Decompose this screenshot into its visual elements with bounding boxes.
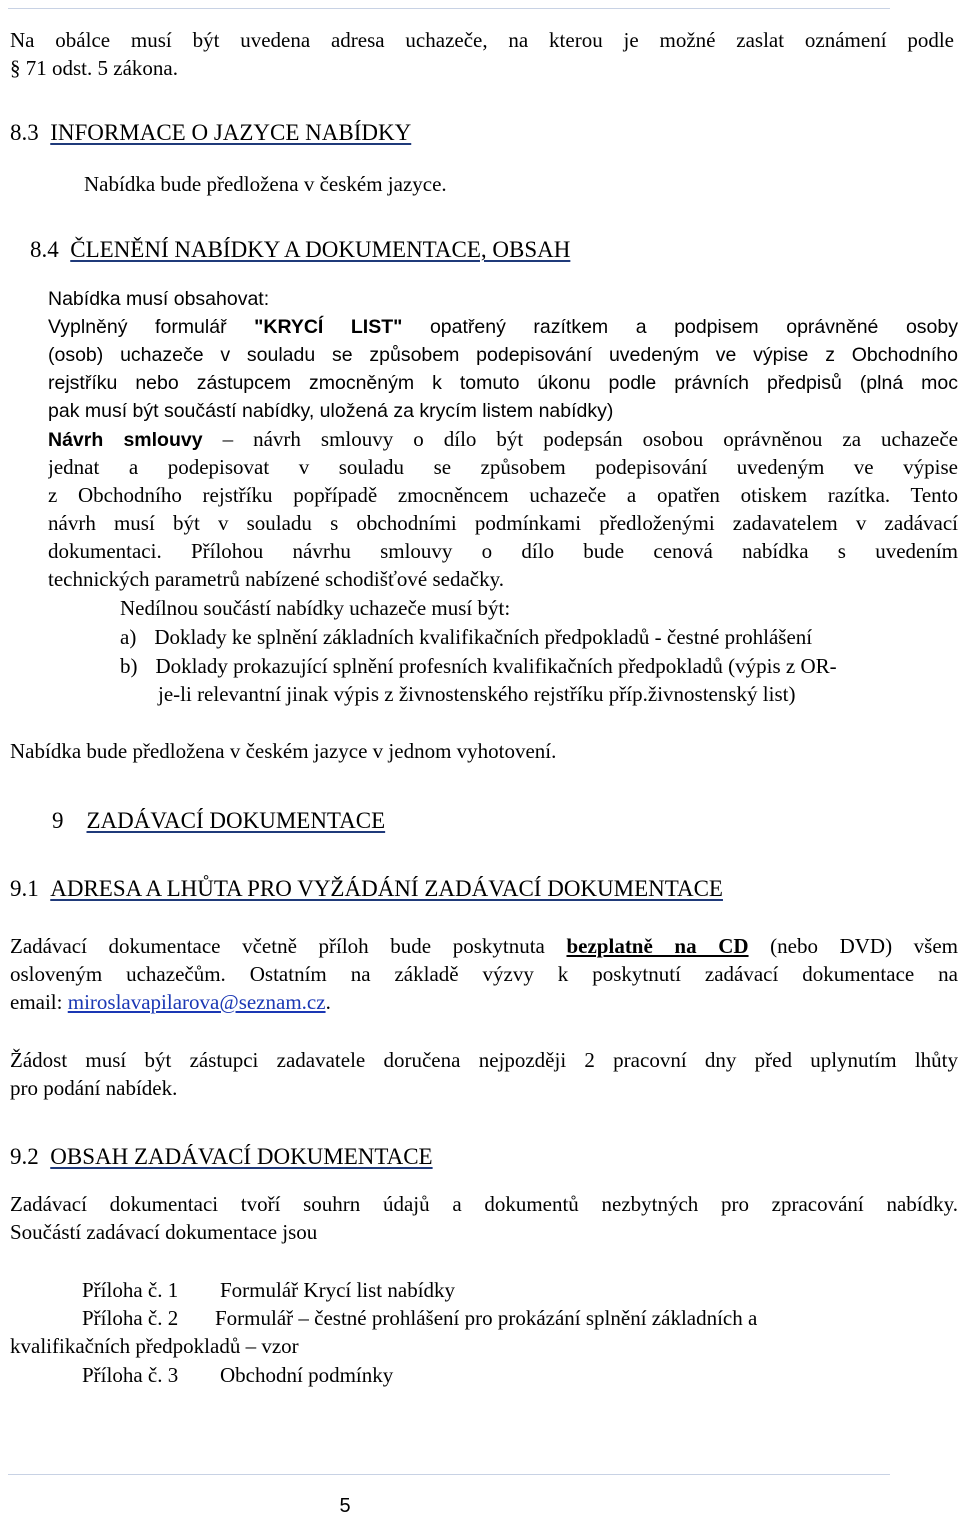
contract-label: Návrh smlouvy [48, 429, 203, 451]
distribution-line-3: email: miroslavapilarova@seznam.cz. [10, 990, 331, 1014]
contents-intro-line-1: Zadávací dokumentaci tvoří souhrn údajů a dokumentů nezbytných pro zpracování nabídky. [10, 1192, 958, 1216]
list-item-b [120, 652, 837, 680]
section-title: ADRESA A LHŮTA PRO VYŽÁDÁNÍ ZADÁVACÍ DOKUMENTACE [50, 876, 723, 901]
section-number: 8.4 [30, 237, 59, 262]
contents-line-1: Vyplněný formulář "KRYCÍ LIST" opatřený razítkem a podpisem oprávněné osoby [48, 316, 958, 338]
deadline-line-1: Žádost musí být zástupci zadavatele doručena nejpozději 2 pracovní dny před uplynutím lhůty [10, 1048, 958, 1072]
intro-line-2: § 71 odst. 5 zákona. [10, 56, 178, 80]
attachment-label: Příloha č. 3 [82, 1363, 179, 1387]
attachment-text: Formulář Krycí list nabídky [220, 1278, 456, 1302]
section-number: 8.3 [10, 120, 39, 145]
contents-lead: Nabídka musí obsahovat: [48, 288, 270, 310]
closing-sentence: Nabídka bude předložena v českém jazyce v jednom vyhotovení. [10, 739, 557, 763]
list-item-label: a) [120, 625, 137, 649]
footer-rule [8, 1474, 890, 1475]
list-item-a [120, 623, 812, 651]
section-number: 9.2 [10, 1144, 39, 1169]
contents-line-3: rejstříku nebo zástupcem zmocněným k tomuto úkonu podle právních předpisů (plná moc [48, 372, 958, 394]
section-number: 9 [52, 808, 64, 833]
attachment-2-continued: kvalifikačních předpokladů – vzor [10, 1334, 299, 1358]
intro-line-1: Na obálce musí být uvedena adresa uchazeče, na kterou je možné zaslat oznámení podle [10, 28, 954, 52]
list-item-b-continued: je-li relevantní jinak výpis z živnostenského rejstříku příp.živnostenský list) [158, 682, 796, 706]
top-rule [8, 8, 890, 9]
attachment-3 [82, 1361, 393, 1389]
attachment-2 [82, 1304, 757, 1332]
section-number: 9.1 [10, 876, 39, 901]
section-title: OBSAH ZADÁVACÍ DOKUMENTACE [50, 1144, 433, 1169]
contract-line-6: technických parametrů nabízené schodišťové sedačky. [48, 567, 505, 591]
contents-intro-line-2: Součástí zadávací dokumentace jsou [10, 1220, 318, 1244]
list-item-text: Doklady ke splnění základních kvalifikačních předpokladů - čestné prohlášení [154, 625, 813, 649]
email-link[interactable]: miroslavapilarova@seznam.cz [67, 990, 326, 1014]
free-cd-label: bezplatně na CD [566, 934, 749, 958]
cover-sheet-label: "KRYCÍ LIST" [254, 316, 403, 338]
section-title: ČLENĚNÍ NABÍDKY A DOKUMENTACE, OBSAH [70, 237, 571, 262]
contract-line-3: z Obchodního rejstříku popřípadě zmocněncem uchazeče a opatřen otiskem razítka. Tento [48, 483, 958, 507]
section-8-3-text: Nabídka bude předložena v českém jazyce. [84, 172, 447, 196]
attachment-label: Příloha č. 2 [82, 1306, 179, 1330]
section-8-4-heading [30, 235, 570, 265]
distribution-line-1: Zadávací dokumentace včetně příloh bude poskytnuta bezplatně na CD (nebo DVD) všem [10, 934, 958, 958]
list-item-label: b) [120, 654, 138, 678]
section-title: INFORMACE O JAZYCE NABÍDKY [50, 120, 412, 145]
contents-line-2: (osob) uchazeče v souladu se způsobem podepisování uvedeným ve výpise z Obchodního [48, 344, 958, 366]
attachment-label: Příloha č. 1 [82, 1278, 179, 1302]
attachment-text: Obchodní podmínky [220, 1363, 394, 1387]
contract-line-5: dokumentaci. Přílohou návrhu smlouvy o dílo bude cenová nabídka s uvedením [48, 539, 958, 563]
contract-line-4: návrh musí být v souladu s obchodními podmínkami předloženými zadavatelem v zadávací [48, 511, 958, 535]
section-9-2-heading [10, 1142, 433, 1172]
mandatory-lead: Nedílnou součástí nabídky uchazeče musí být: [120, 596, 511, 620]
list-item-text: Doklady prokazující splnění profesních kvalifikačních předpokladů (výpis z OR- [155, 654, 837, 678]
section-9-heading [52, 806, 385, 836]
deadline-line-2: pro podání nabídek. [10, 1076, 178, 1100]
attachment-text: Formulář – čestné prohlášení pro prokázání splnění základních a [215, 1306, 758, 1330]
contents-line-4: pak musí být součástí nabídky, uložená za krycím listem nabídky) [48, 400, 614, 422]
page-number: 5 [339, 1495, 351, 1517]
distribution-line-2: osloveným uchazečům. Ostatním na základě výzvy k poskytnutí zadávací dokumentace na [10, 962, 958, 986]
contract-line-1: Návrh smlouvy – návrh smlouvy o dílo být podepsán osobou oprávněnou za uchazeče [48, 427, 958, 451]
section-9-1-heading [10, 874, 723, 904]
section-title: ZADÁVACÍ DOKUMENTACE [86, 808, 386, 833]
contract-line-2: jednat a podepisovat v souladu se způsobem podepisování uvedeným ve výpise [48, 455, 958, 479]
attachment-1 [82, 1276, 455, 1304]
section-8-3-heading [10, 118, 411, 148]
